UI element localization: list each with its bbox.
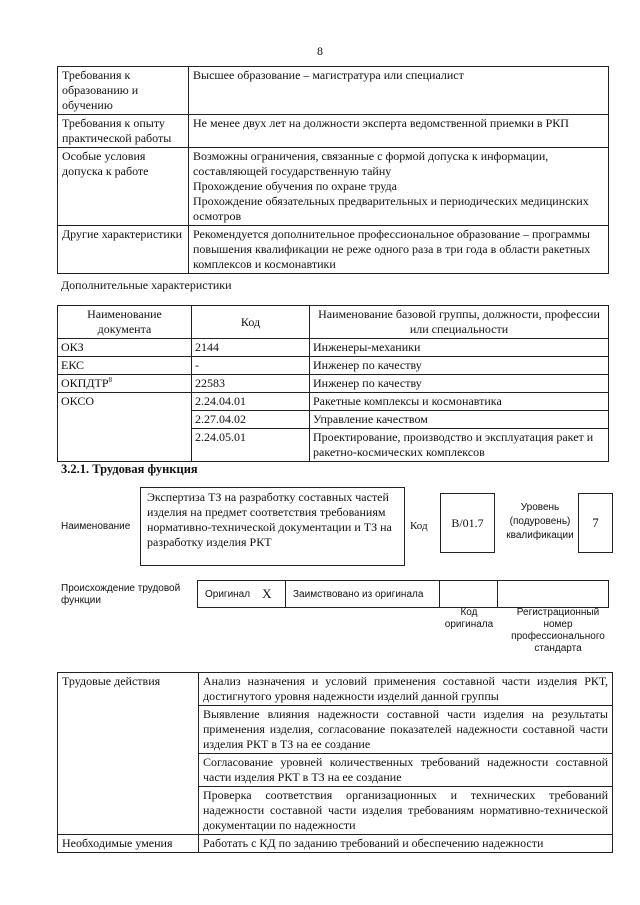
table-row bbox=[58, 429, 609, 462]
name-cell: Проектирование, производство и эксплуатация ракет и ракетно-космических комплексов bbox=[310, 429, 609, 462]
origin-code-cell bbox=[439, 581, 497, 607]
doc-cell bbox=[58, 357, 192, 375]
code-cell: 22583 bbox=[192, 375, 310, 393]
footnote-mark: 8 bbox=[108, 376, 113, 384]
labor-actions-label: Трудовые действия bbox=[58, 673, 199, 835]
original-label: Оригинал bbox=[205, 588, 251, 600]
origin-reg-cell bbox=[497, 581, 609, 607]
doc-cell bbox=[58, 429, 192, 462]
table-row bbox=[58, 357, 609, 375]
requirement-text: Возможны ограничения, связанные с формой допуска к информации, составляющей государственную тайну bbox=[193, 149, 549, 178]
requirement-label: Требования к образованию и обучению bbox=[58, 67, 189, 115]
code-cell: 2.24.05.01 bbox=[192, 429, 310, 462]
table-row bbox=[58, 226, 609, 274]
borrowed-label: Заимствовано из оригинала bbox=[293, 588, 424, 600]
requirement-text: Прохождение обучения по охране труда bbox=[193, 179, 397, 193]
code-cell: 2144 bbox=[192, 339, 310, 357]
requirements-table bbox=[57, 66, 609, 274]
code-cell: - bbox=[192, 357, 310, 375]
name-cell: Инженер по качеству bbox=[310, 357, 609, 375]
origin-original-cell bbox=[197, 581, 285, 607]
requirement-value bbox=[189, 67, 609, 115]
header-doc: Наименование документа bbox=[58, 306, 192, 339]
labor-action: Анализ назначения и условий применения составной части изделия РКТ, достигнутого уровня надежности изделий данной группы bbox=[199, 673, 613, 706]
requirement-value bbox=[189, 226, 609, 274]
function-name-label: Наименование bbox=[61, 521, 131, 532]
function-name: Экспертиза ТЗ на разработку составных частей изделия на предмет соответствия требованиям нормативно-технической документации и ТЗ на разработку изделия РКТ bbox=[140, 487, 405, 566]
code-original-label: Код оригинала bbox=[444, 607, 494, 630]
origin-label: Происхождение трудовой функции bbox=[61, 583, 181, 606]
labor-action: Согласование уровней количественных требований надежности составной части изделия РКТ в ТЗ на ее создание bbox=[199, 754, 613, 787]
origin-row bbox=[197, 580, 609, 608]
requirement-value bbox=[189, 148, 609, 226]
table-row bbox=[58, 673, 613, 706]
table-row bbox=[58, 411, 609, 429]
doc-name: ОКСО bbox=[61, 394, 95, 408]
additional-title: Дополнительные характеристики bbox=[61, 278, 232, 292]
skill-item: Работать с КД по заданию требований и обеспечению надежности bbox=[199, 835, 613, 853]
function-code: В/01.7 bbox=[440, 493, 495, 553]
header-code: Код bbox=[192, 306, 310, 339]
code-cell: 2.27.04.02 bbox=[192, 411, 310, 429]
doc-cell bbox=[58, 411, 192, 429]
header-name: Наименование базовой группы, должности, профессии или специальности bbox=[310, 306, 609, 339]
name-cell: Инженер по качеству bbox=[310, 375, 609, 393]
requirement-text: Высшее образование – магистратура или специалист bbox=[193, 68, 464, 82]
requirement-label: Требования к опыту практической работы bbox=[58, 115, 189, 148]
code-cell: 2.24.04.01 bbox=[192, 393, 310, 411]
table-row bbox=[58, 375, 609, 393]
doc-cell bbox=[58, 375, 192, 393]
origin-borrowed-cell bbox=[285, 581, 439, 607]
requirement-value bbox=[189, 115, 609, 148]
table-row bbox=[58, 115, 609, 148]
qualification-level-label: Уровень (подуровень) квалификации bbox=[506, 502, 574, 541]
labor-action: Проверка соответствия организационных и технических требований надежности составной части изделия требованиям нормативно-технической документации по надежности bbox=[199, 787, 613, 835]
requirement-text: Прохождение обязательных предварительных и периодических медицинских осмотров bbox=[193, 194, 589, 223]
requirement-label: Другие характеристики bbox=[58, 226, 189, 274]
reg-number-label: Регистрационный номер профессионального стандарта bbox=[511, 607, 605, 654]
labor-table bbox=[57, 672, 613, 853]
requirement-text: Не менее двух лет на должности эксперта ведомственной приемки в РКП bbox=[193, 116, 569, 130]
requirement-text: Рекомендуется дополнительное профессиональное образование – программы повышения квалификации не реже одного раза в три года в области ракетных комплексов и космонавтики bbox=[193, 227, 591, 271]
doc-name: ОКЗ bbox=[61, 340, 84, 354]
skills-label: Необходимые умения bbox=[58, 835, 199, 853]
table-row bbox=[58, 835, 613, 853]
requirement-label: Особые условия допуска к работе bbox=[58, 148, 189, 226]
table-row bbox=[58, 67, 609, 115]
table-header-row bbox=[58, 306, 609, 339]
name-cell: Инженеры-механики bbox=[310, 339, 609, 357]
doc-name: ОКПДТР bbox=[61, 376, 109, 390]
name-cell: Ракетные комплексы и космонавтика bbox=[310, 393, 609, 411]
table-row bbox=[58, 148, 609, 226]
table-row bbox=[58, 393, 609, 411]
additional-table bbox=[57, 305, 609, 462]
doc-name: ЕКС bbox=[61, 358, 85, 372]
page-number: 8 bbox=[317, 44, 323, 58]
doc-cell bbox=[58, 339, 192, 357]
function-code-label: Код bbox=[410, 520, 428, 532]
original-mark: X bbox=[262, 586, 272, 601]
doc-cell bbox=[58, 393, 192, 411]
qualification-level: 7 bbox=[578, 493, 613, 553]
name-cell: Управление качеством bbox=[310, 411, 609, 429]
table-row bbox=[58, 339, 609, 357]
section-title: 3.2.1. Трудовая функция bbox=[61, 462, 198, 476]
labor-action: Выявление влияния надежности составной части изделия на результаты применения изделия, согласование показателей надежности составной части изделия РКТ в ТЗ на ее создание bbox=[199, 706, 613, 754]
